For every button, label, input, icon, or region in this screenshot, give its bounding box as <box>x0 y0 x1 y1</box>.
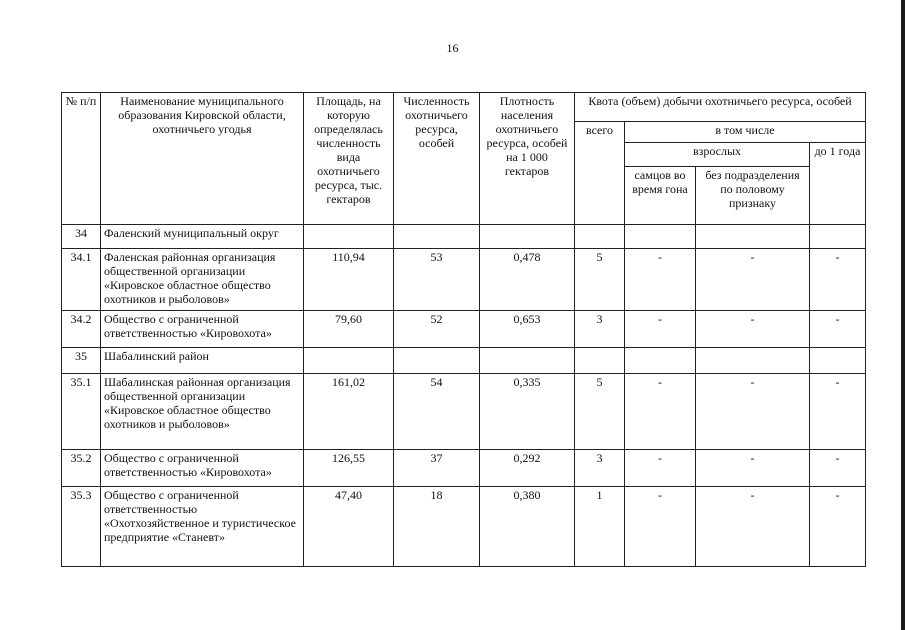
row-num: 34.2 <box>62 311 101 348</box>
page-number: 16 <box>446 41 459 55</box>
row-total: 5 <box>575 374 625 450</box>
row-nosex: - <box>696 311 810 348</box>
header-density: Плотность населения охотничьего ресурса, особей на 1 000 гектаров <box>480 93 575 225</box>
row-under1: - <box>810 450 866 487</box>
header-count: Численность охотничьего ресурса, особей <box>394 93 480 225</box>
row-under1: - <box>810 374 866 450</box>
scan-edge <box>901 0 905 630</box>
row-count: 52 <box>394 311 480 348</box>
row-males: - <box>625 311 696 348</box>
row-num: 34.1 <box>62 249 101 311</box>
row-area: 79,60 <box>304 311 394 348</box>
row-males: - <box>625 249 696 311</box>
header-area: Площадь, на которую определялась численность вида охотничьего ресурса, тыс. гектаров <box>304 93 394 225</box>
table-row <box>62 450 866 487</box>
row-nosex: - <box>696 487 810 567</box>
row-under1: - <box>810 249 866 311</box>
header-nosex: без подразделения по половому признаку <box>696 167 810 225</box>
row-density: 0,653 <box>480 311 575 348</box>
row-name: Общество с ограниченной ответственностью «Кировохота» <box>101 311 304 348</box>
row-nosex: - <box>696 450 810 487</box>
row-nosex: - <box>696 374 810 450</box>
header-name: Наименование муниципального образования Кировской области, охотничьего угодья <box>101 93 304 225</box>
row-total: 3 <box>575 450 625 487</box>
row-count: 37 <box>394 450 480 487</box>
row-under1: - <box>810 487 866 567</box>
row-name: Общество с ограниченной ответственностью «Кировохота» <box>101 450 304 487</box>
table-row <box>62 249 866 311</box>
row-total: 1 <box>575 487 625 567</box>
row-males: - <box>625 487 696 567</box>
header-quota: Квота (объем) добычи охотничьего ресурса, особей <box>575 93 866 122</box>
section-row <box>62 348 866 374</box>
row-num: 35.2 <box>62 450 101 487</box>
row-under1: - <box>810 311 866 348</box>
row-area: 161,02 <box>304 374 394 450</box>
header-including: в том числе <box>625 122 866 143</box>
header-total: всего <box>575 122 625 225</box>
row-density: 0,478 <box>480 249 575 311</box>
row-name: Фаленский муниципальный округ <box>101 225 304 249</box>
table-row <box>62 487 866 567</box>
row-num: 35.1 <box>62 374 101 450</box>
table-row <box>62 374 866 450</box>
header-num: № п/п <box>62 93 101 225</box>
row-density: 0,292 <box>480 450 575 487</box>
row-name: Шабалинский район <box>101 348 304 374</box>
row-count: 18 <box>394 487 480 567</box>
row-total: 3 <box>575 311 625 348</box>
row-count: 54 <box>394 374 480 450</box>
header-under1: до 1 года <box>810 143 866 225</box>
header-males: самцов во время гона <box>625 167 696 225</box>
row-total: 5 <box>575 249 625 311</box>
row-name: Фаленская районная организация общественной организации «Кировское областное общество охотников и рыболовов» <box>101 249 304 311</box>
row-nosex: - <box>696 249 810 311</box>
row-area: 110,94 <box>304 249 394 311</box>
row-name: Шабалинская районная организация общественной организации «Кировское областное общество охотников и рыболовов» <box>101 374 304 450</box>
row-name: Общество с ограниченной ответственностью «Охотхозяйственное и туристическое предприятие «Станевт» <box>101 487 304 567</box>
row-area: 47,40 <box>304 487 394 567</box>
row-males: - <box>625 450 696 487</box>
table-row <box>62 311 866 348</box>
quota-table <box>61 92 866 567</box>
row-num: 34 <box>62 225 101 249</box>
row-area: 126,55 <box>304 450 394 487</box>
row-num: 35 <box>62 348 101 374</box>
row-count: 53 <box>394 249 480 311</box>
row-num: 35.3 <box>62 487 101 567</box>
header-adults: взрослых <box>625 143 810 167</box>
row-density: 0,335 <box>480 374 575 450</box>
row-density: 0,380 <box>480 487 575 567</box>
row-males: - <box>625 374 696 450</box>
section-row <box>62 225 866 249</box>
